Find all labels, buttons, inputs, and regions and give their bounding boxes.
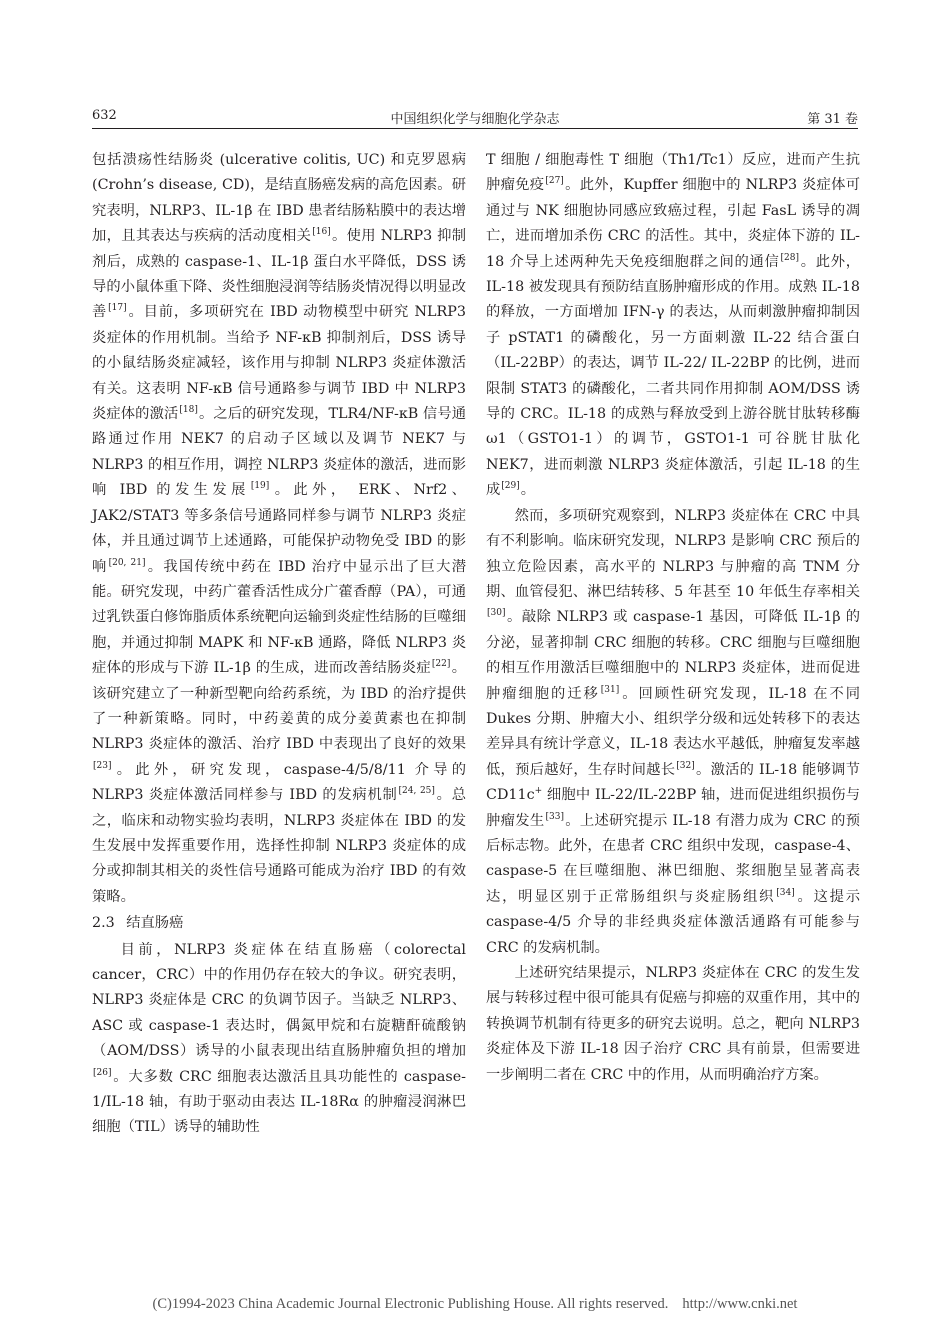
superscript-plus: + (534, 786, 543, 797)
running-header (92, 104, 858, 126)
citation: [18] (179, 405, 198, 416)
page-footer (0, 1296, 950, 1313)
paragraph-crc-adverse: 然而，多项研究观察到，NLRP3 炎症体在 CRC 中具有不利影响。临床研究发现，NLRP3 是影响 CRC 预后的独立危险因素，高水平的 NLRP3 与肿瘤的高 TNM 分期、血管侵犯、淋巴结转移、5 年甚至 10 年低生存率相关[30]。敲除 NLRP3 或 caspase-1 基因，可降低 IL-1β 的分泌，显著抑制 CRC 细胞的转移。CRC 细胞与巨噬细胞的相互作用激活巨噬细胞中的 NLRP3 炎症体，进而促进肿瘤细胞的迁移[31]。回顾性研究发现，IL-18 在不同 Dukes 分期、肿瘤大小、组织学分级和远处转移下的表达差异具有统计学意义，IL-18 表达水平越低，肿瘤复发率越低，预后越好，生存时间越长[32]。激活的 IL-18 能够调节 CD11c+ 细胞中 IL-22/IL-22BP 轴，进而促进组织损伤与肿瘤发生[33]。上述研究提示 IL-18 有潜力成为 CRC 的预后标志物。此外，在患者 CRC 组织中发现，caspase-4、caspase-5 在巨噬细胞、淋巴细胞、浆细胞呈显著高表达，明显区别于正常肠组织与炎症肠组织[34]。这提示 caspase-4/5 介导的非经典炎症体激活通路有可能参与 CRC 的发病机制。 (486, 507, 861, 956)
paragraph-crc-intro: 目前，NLRP3 炎症体在结直肠癌（colorectal cancer，CRC）中的作用仍存在较大的争议。研究表明，NLRP3 炎症体是 CRC 的负调节因子。当缺乏 NLRP3、ASC 或 caspase-1 表达时，偶氮甲烷和右旋糖酐硫酸钠（AOM/DSS）诱导的小鼠表现出结直肠肿瘤负担的增加[26]。大多数 CRC 细胞表达激活且具功能性的 caspase-1/IL-18 轴，有助于驱动由表达 IL-18Rα 的肿瘤浸润淋巴细胞（TIL）诱导的辅助性 (92, 941, 466, 1136)
citation: [28] (780, 252, 799, 263)
right-column (486, 148, 860, 1088)
citation: [29] (501, 481, 520, 492)
citation: [16] (312, 227, 331, 238)
paragraph-ibd: 包括溃疡性结肠炎 (ulcerative colitis, UC) 和克罗恩病 (Crohn’s disease, CD)，是结直肠癌发病的高危因素。研究表明，NLRP3、IL-1β 在 IBD 患者结肠粘膜中的表达增加，且其表达与疾病的活动度相关[16]。使用 NLRP3 抑制剂后，成熟的 caspase-1、IL-1β 蛋白水平降低，DSS 诱导的小鼠体重下降、炎性细胞浸润等结肠炎情况得以明显改善[17]。目前，多项研究在 IBD 动物模型中研究 NLRP3 炎症体的作用机制。当给予 NF-κB 抑制剂后，DSS 诱导的小鼠结肠炎症减轻，该作用与抑制 NLRP3 炎症体激活有关。这表明 NF-κB 信号通路参与调节 IBD 中 NLRP3 炎症体的激活[18]。之后的研究发现，TLR4/NF-κB 信号通路通过作用 NEK7 的启动子区域以及调节 NEK7 与 NLRP3 的相互作用，调控 NLRP3 炎症体的激活，进而影响 IBD 的发生发展[19]。此外， ERK、Nrf2、JAK2/STAT3 等多条信号通路同样参与调节 NLRP3 炎症体，并且通过调节上述通路，可能保护动物免受 IBD 的影响[20, 21]。我国传统中药在 IBD 治疗中显示出了巨大潜能。研究发现，中药广藿香活性成分广藿香醇（PA），可通过乳铁蛋白修饰脂质体系统靶向运输到炎症性结肠的巨噬细胞，并通过抑制 MAPK 和 NF-κB 通路，降低 NLRP3 炎症体的形成与下游 IL-1β 的生成，进而改善结肠炎症[22]。该研究建立了一种新型靶向给药系统，为 IBD 的治疗提供了一种新策略。同时，中药姜黄的成分姜黄素也在抑制 NLRP3 炎症体的激活、治疗 IBD 中表现出了良好的效果[23]。此外，研究发现，caspase-4/5/8/11 介导的 NLRP3 炎症体激活同样参与 IBD 的发病机制[24, 25]。总之，临床和动物实验均表明，NLRP3 炎症体在 IBD 的发生发展中发挥重要作用，选择性抑制 NLRP3 炎症体的成分或抑制其相关的炎性信号通路可能成为治疗 IBD 的有效策略。 (92, 152, 467, 905)
citation: [30] (487, 608, 506, 619)
citation: [26] (93, 1067, 112, 1078)
footer-link[interactable]: http://www.cnki.net (682, 1296, 798, 1312)
journal-title: 中国组织化学与细胞化学杂志 (390, 112, 560, 127)
citation: [23] (93, 760, 112, 771)
section-heading (92, 911, 466, 936)
citation: [27] (545, 176, 564, 187)
citation: [24, 25] (398, 786, 435, 797)
paragraph-crc-continued: T 细胞 / 细胞毒性 T 细胞（Th1/Tc1）反应，进而产生抗肿瘤免疫[27]。此外，Kupffer 细胞中的 NLRP3 炎症体可通过与 NK 细胞协同感应致癌过程，引起 FasL 诱导的凋亡，进而增加杀伤 CRC 的活性。其中，炎症体下游的 IL-18 介导上述两种先天免疫细胞群之间的通信[28]。此外，IL-18 被发现具有预防结直肠肿瘤形成的作用。成熟 IL-18 的释放，一方面增加 IFN-γ 的表达，从而刺激肿瘤抑制因子 pSTAT1 的磷酸化，另一方面刺激 IL-22 结合蛋白（IL-22BP）的表达，调节 IL-22/ IL-22BP 的比例，进而限制 STAT3 的磷酸化，二者共同作用抑制 AOM/DSS 诱导的 CRC。IL-18 的成熟与释放受到上游谷胱甘肽转移酶 ω1（GSTO1-1）的调节，GSTO1-1 可谷胱甘肽化 NEK7，进而刺激 NLRP3 炎症体激活，引起 IL-18 的生成[29]。 (486, 152, 861, 499)
citation: [32] (676, 760, 695, 771)
section-number: 2.3 (92, 915, 115, 932)
section-title: 结直肠癌 (126, 915, 184, 932)
citation: [34] (776, 887, 795, 898)
citation: [17] (108, 303, 127, 314)
citation: [31] (600, 684, 620, 695)
page-number: 632 (92, 108, 117, 123)
citation: [22] (431, 659, 451, 670)
volume-label: 第 31 卷 (807, 112, 858, 127)
paragraph-conclusion: 上述研究结果提示，NLRP3 炎症体在 CRC 的发生发展与转移过程中很可能具有促癌与抑癌的双重作用，其中的转换调节机制有待更多的研究去说明。总之，靶向 NLRP3 炎症体及下游 IL-18 因子治疗 CRC 具有前景，但需要进一步阐明二者在 CRC 中的作用，从而明确治疗方案。 (486, 965, 860, 1083)
citation: [33] (545, 811, 564, 822)
left-column (92, 148, 466, 1141)
citation: [20, 21] (108, 557, 146, 568)
copyright-notice: (C)1994-2023 China Academic Journal Electronic Publishing House. All rights reserved. (152, 1296, 669, 1312)
header-rule (92, 128, 858, 129)
citation: [19] (250, 481, 270, 492)
